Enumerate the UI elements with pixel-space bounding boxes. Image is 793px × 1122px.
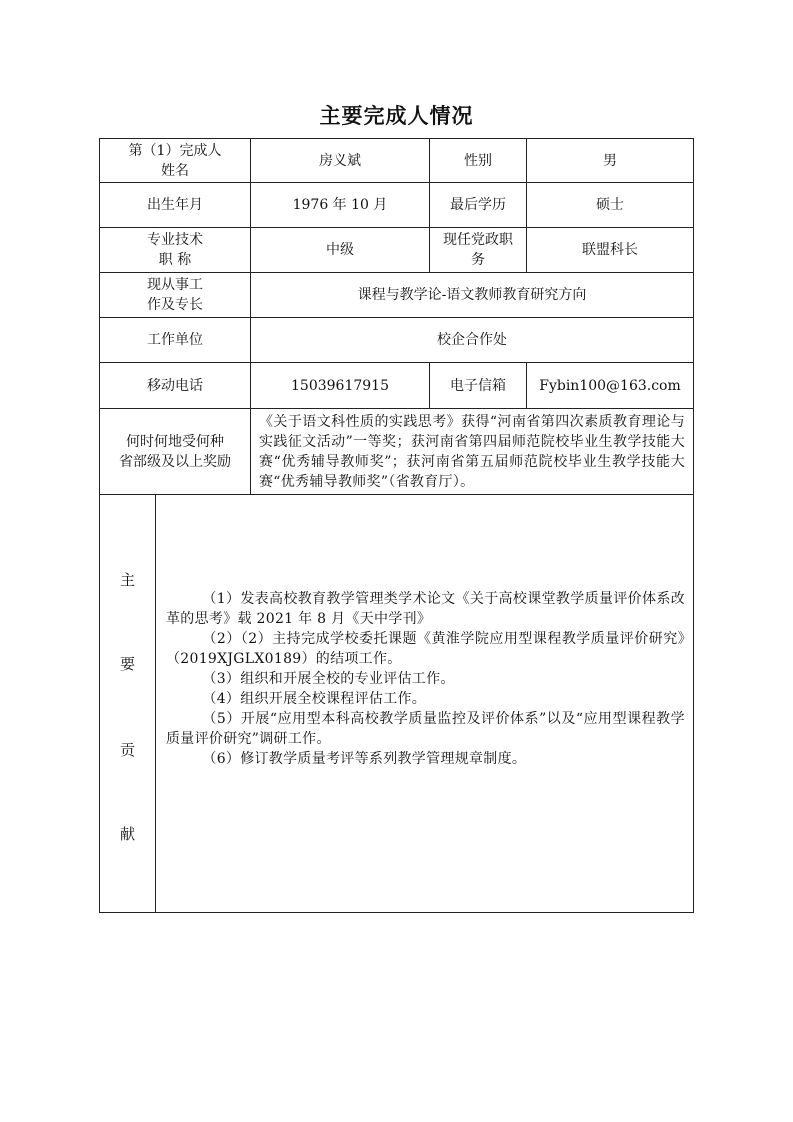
position-value-cell	[527, 228, 694, 273]
awards-label: 何时何地受何种 省部级及以上奖励	[119, 433, 231, 470]
title-label: 专业技术 职 称	[147, 232, 203, 268]
specialty-value: 课程与教学论-语文教师教育研究方向	[357, 287, 587, 303]
position-label: 现任党政职 务	[443, 232, 513, 268]
employer-value: 校企合作处	[437, 332, 507, 348]
email-value-cell	[527, 363, 694, 409]
education-label: 最后学历	[450, 197, 506, 213]
employer-label-cell	[99, 318, 251, 363]
gender-value: 男	[603, 152, 617, 169]
phone-value: 15039617915	[291, 377, 389, 394]
awards-value-cell	[251, 409, 694, 495]
contribution-item: （5）开展“应用型本科高校教学质量监控及评价体系”以及“应用型课程教学质量评价研究”调研工作。	[166, 711, 685, 747]
name-label-cell	[99, 138, 251, 183]
contributions-label-char: 献	[119, 825, 135, 843]
contribution-item: （2）（2）主持完成学校委托课题《黄淮学院应用型课程教学质量评价研究》（2019XJGLX0189）的结项工作。	[166, 631, 685, 667]
name-value-cell	[251, 138, 430, 183]
education-value-cell	[527, 183, 694, 228]
email-value: Fybin100@163.com	[539, 377, 681, 394]
employer-value-cell	[251, 318, 694, 363]
phone-label-cell	[99, 363, 251, 409]
birth-value-cell	[251, 183, 430, 228]
phone-value-cell	[251, 363, 430, 409]
birth-label: 出生年月	[147, 197, 203, 213]
position-label-cell	[430, 228, 527, 273]
birth-value: 1976 年 10 月	[292, 197, 388, 213]
contributions-content-cell	[156, 495, 694, 913]
page-title: 主要完成人情况	[319, 103, 474, 128]
gender-value-cell	[527, 138, 694, 183]
contribution-item: （6）修订教学质量考评等系列教学管理规章制度。	[202, 751, 527, 767]
name-value: 房义斌	[319, 152, 361, 169]
gender-label: 性别	[464, 152, 492, 169]
position-value: 联盟科长	[582, 242, 638, 258]
contributions-label-cell	[99, 495, 156, 913]
title-value-cell	[251, 228, 430, 273]
email-label: 电子信箱	[450, 377, 506, 394]
email-label-cell	[430, 363, 527, 409]
employer-label: 工作单位	[147, 332, 203, 348]
contributions-label-char: 主	[119, 571, 135, 589]
awards-label-cell	[99, 409, 251, 495]
education-label-cell	[430, 183, 527, 228]
contribution-item: （1）发表高校教育教学管理类学术论文《关于高校课堂教学质量评价体系改革的思考》载 2021 年 8 月《天中学刊》	[166, 591, 685, 627]
contribution-item: （4）组织开展全校课程评估工作。	[202, 691, 427, 707]
gender-label-cell	[430, 138, 527, 183]
phone-label: 移动电话	[147, 377, 203, 394]
birth-label-cell	[99, 183, 251, 228]
contribution-item: （3）组织和开展全校的专业评估工作。	[202, 671, 455, 687]
contributions-list	[166, 589, 685, 769]
awards-value: 《关于语文科性质的实践思考》获得“河南省第四次素质教育理论与实践征文活动”一等奖；获河南省第四届师范院校毕业生教学技能大赛“优秀辅导教师奖”；获河南省第五届师范院校毕业生教学技能大赛“优秀辅导教师奖”（省教育厅）。	[259, 413, 685, 490]
specialty-label: 现从事工 作及专长	[147, 277, 203, 313]
specialty-label-cell	[99, 273, 251, 318]
name-label: 第（1）完成人 姓名	[128, 142, 222, 179]
contributions-label-char: 要	[119, 655, 135, 673]
title-value: 中级	[326, 242, 354, 258]
contributions-label-char: 贡	[119, 741, 135, 759]
education-value: 硕士	[596, 197, 624, 213]
specialty-value-cell	[251, 273, 694, 318]
title-label-cell	[99, 228, 251, 273]
